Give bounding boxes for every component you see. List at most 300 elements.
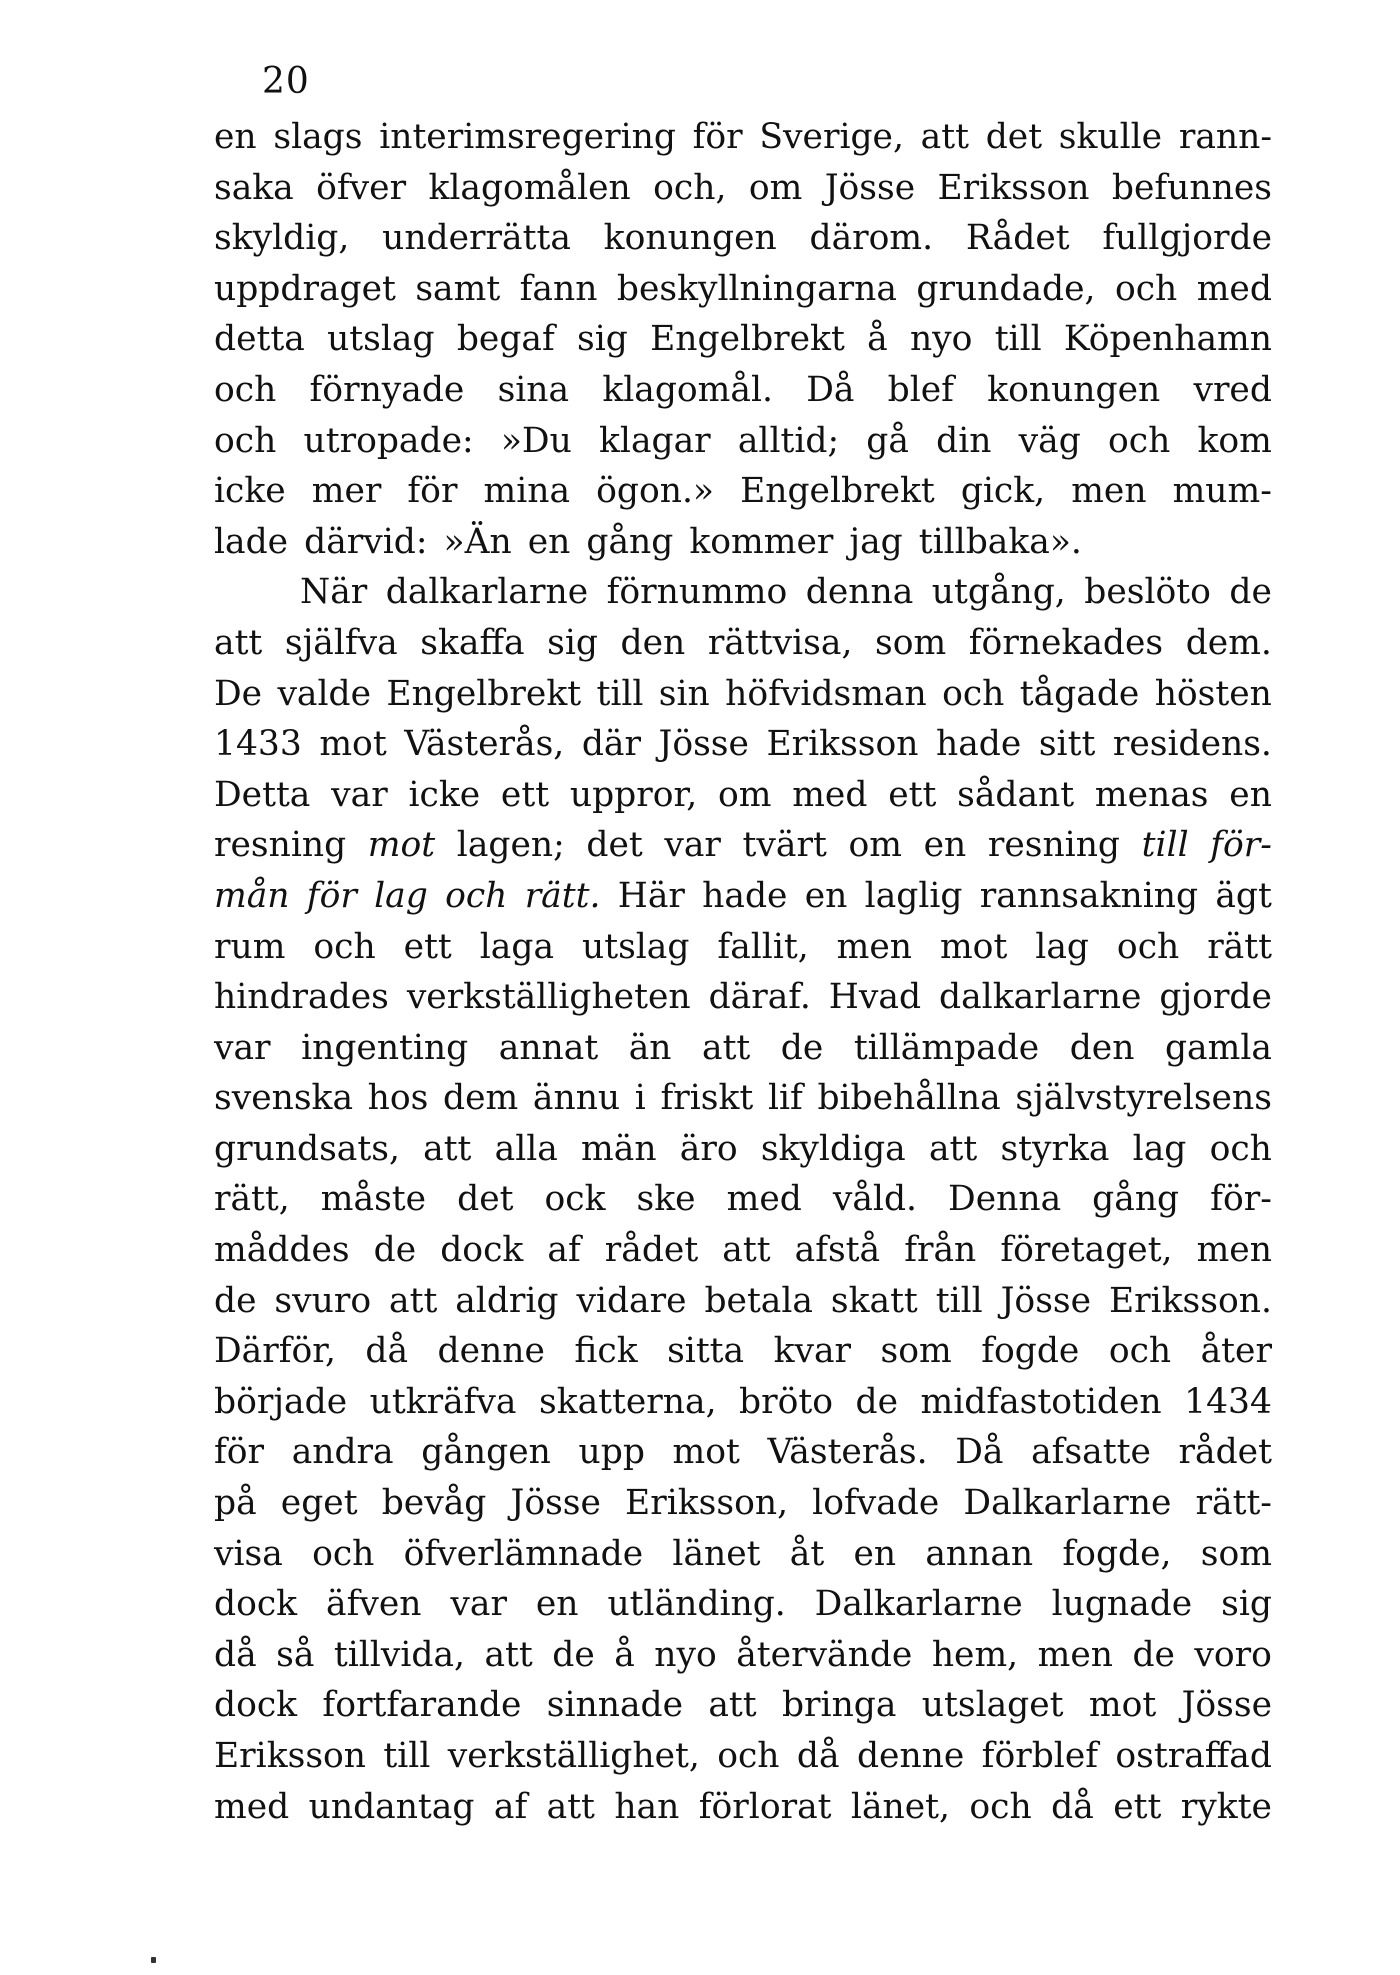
word: han (614, 1786, 680, 1827)
word: alltid; (737, 420, 840, 461)
word: denne (437, 1331, 545, 1372)
word: andra (291, 1432, 394, 1473)
word: att (708, 1685, 757, 1726)
word: att (214, 622, 263, 663)
word: ett (500, 774, 550, 815)
word: om (717, 774, 772, 815)
word: konungen (603, 218, 777, 259)
word: mot (319, 724, 387, 765)
word: en (923, 825, 967, 866)
word: de (552, 1634, 595, 1675)
word: med (792, 774, 868, 815)
word: att (546, 1786, 595, 1827)
word: för (306, 875, 357, 916)
word: resning (214, 825, 347, 866)
text-line (214, 1731, 1272, 1782)
word: Eriksson (214, 1736, 367, 1776)
word: och (1116, 926, 1180, 967)
word: samt (415, 268, 501, 309)
word: började (214, 1381, 348, 1422)
word: då (365, 1331, 409, 1372)
word: och (942, 673, 1005, 714)
word: rätt. (524, 875, 601, 916)
word: men (1196, 1230, 1272, 1271)
text-line (214, 466, 1272, 517)
word: därom. (809, 218, 934, 259)
word: rätt- (1195, 1483, 1272, 1524)
word: en (853, 1533, 897, 1574)
word: att (423, 1128, 472, 1169)
word: dock (214, 1584, 298, 1625)
word: de (373, 1230, 417, 1271)
word: fogde (981, 1331, 1080, 1372)
word: mot (367, 825, 436, 866)
word: Eriksson (766, 724, 919, 765)
word: att (702, 1027, 751, 1068)
word: återvände (736, 1634, 913, 1675)
word: mum- (1172, 471, 1272, 512)
word: om (848, 825, 902, 866)
word: verkställighet, (447, 1736, 700, 1776)
word: af (493, 1786, 528, 1827)
word: dem (443, 1078, 519, 1119)
word: Detta (214, 774, 311, 815)
word: öfver (316, 167, 407, 208)
word: sitt (1038, 724, 1096, 765)
word: icke (408, 774, 481, 815)
word: tillämpade (853, 1027, 1040, 1068)
text-line (214, 1529, 1272, 1580)
word: styrka (1000, 1128, 1110, 1169)
word: fortfarande (322, 1685, 522, 1726)
word: laglig (864, 875, 963, 916)
word: det (586, 825, 643, 866)
word: som (875, 622, 947, 663)
word: svenska (214, 1078, 354, 1119)
word: till (383, 1736, 431, 1776)
word: självstyrelsens (1015, 1078, 1272, 1119)
word: Jösse (510, 1483, 601, 1524)
word: hade (702, 875, 788, 916)
text-line (214, 820, 1272, 871)
word: män (581, 1128, 657, 1169)
word: lag (1132, 1128, 1187, 1169)
text-line (214, 1579, 1272, 1630)
text-line (214, 770, 1272, 821)
text-line (214, 922, 1272, 973)
word: och (1108, 420, 1171, 461)
word: våld. (832, 1179, 918, 1220)
word: Eriksson (937, 167, 1090, 208)
word: nyo (909, 319, 973, 360)
word: då (796, 1736, 840, 1776)
word: så (276, 1634, 315, 1675)
word: och (1114, 268, 1178, 309)
word: sig (547, 622, 598, 663)
text-line (214, 719, 1272, 770)
word: där (581, 724, 641, 765)
word: som (880, 1331, 952, 1372)
word: äfven (326, 1584, 422, 1625)
word: och (214, 420, 277, 461)
word: men (1037, 1634, 1113, 1675)
word: rykte (1180, 1786, 1272, 1827)
word: Jösse (658, 724, 749, 765)
word: sina (497, 369, 570, 410)
word: Eriksson. (1108, 1280, 1272, 1321)
word: om (748, 167, 803, 208)
word: utropade: (303, 420, 474, 461)
word: gjorde (1159, 977, 1272, 1018)
word: ett (403, 926, 452, 967)
word: betala (704, 1280, 813, 1321)
word: icke (214, 471, 286, 512)
word: de (214, 1280, 257, 1321)
word: denne (856, 1736, 965, 1776)
word: Dalkarlarne (814, 1584, 1023, 1625)
word: hade (936, 724, 1022, 765)
print-speck (151, 1957, 156, 1963)
word: Hvad (828, 977, 922, 1018)
text-line (214, 1124, 1272, 1175)
word: mån (214, 875, 290, 916)
word: beskyllningarna (616, 268, 897, 309)
word: men (1071, 471, 1147, 512)
word: måddes (214, 1230, 350, 1271)
word: underrätta (382, 218, 571, 259)
text-line (214, 1377, 1272, 1428)
word: till (935, 1280, 983, 1321)
word: dem. (1185, 622, 1272, 663)
word: resning (987, 825, 1121, 866)
word: Rådet (965, 218, 1070, 259)
word: »Än (443, 521, 512, 562)
word: interimsregering (379, 117, 676, 157)
text-line (214, 314, 1272, 365)
word: länet, (850, 1786, 950, 1827)
word: förnummo (606, 572, 788, 613)
word: fann (519, 268, 598, 309)
word: sin (658, 673, 710, 714)
word: då (214, 1634, 257, 1675)
word: förnekades (968, 622, 1164, 663)
word: skatterna, (538, 1381, 717, 1422)
word: dalkarlarne (939, 977, 1142, 1018)
word: grundade, (916, 268, 1096, 309)
word: att (928, 1128, 978, 1169)
word: Västerås, (404, 724, 565, 765)
word: gå (866, 420, 909, 461)
word: förnyade (309, 369, 465, 410)
word: till (1141, 825, 1189, 866)
word: att (722, 1230, 771, 1271)
word: öfverlämnade (403, 1533, 644, 1574)
word: de (1229, 572, 1272, 613)
word: fogde, (1062, 1533, 1172, 1574)
word: bröto (739, 1381, 834, 1422)
word: mot (1088, 1685, 1157, 1726)
word: och (717, 1736, 780, 1776)
word: klagar (599, 420, 711, 461)
word: därvid: (304, 521, 428, 562)
word: hindrades (214, 977, 389, 1018)
word: Eriksson, (625, 1483, 789, 1524)
text-line (214, 213, 1272, 264)
word: mot (672, 1432, 740, 1473)
word: sitta (667, 1331, 745, 1372)
word: för (692, 117, 743, 157)
word: ske (636, 1179, 696, 1220)
text-line (214, 1276, 1272, 1327)
word: uppdraget (214, 268, 396, 309)
word: eget (280, 1483, 358, 1524)
text-line (214, 416, 1272, 467)
word: utländing. (607, 1584, 786, 1625)
word: gång (1092, 1179, 1180, 1220)
word: hösten (1154, 673, 1272, 714)
word: lade (214, 521, 289, 562)
word: en (1229, 774, 1272, 815)
word: laga (479, 926, 555, 967)
word: af (547, 1230, 581, 1271)
word: bibehållna (817, 1078, 1001, 1119)
text-line (214, 567, 1272, 618)
word: klagomålen (428, 167, 631, 208)
word: fullgjorde (1102, 218, 1272, 259)
word: länet (672, 1533, 761, 1574)
word: utkräfva (369, 1381, 517, 1422)
word: denna (805, 572, 914, 613)
word: för (214, 1432, 265, 1473)
word: de (1132, 1634, 1175, 1675)
word: annat (498, 1027, 599, 1068)
word: lagen; (456, 825, 565, 866)
word: midfastotiden (920, 1381, 1162, 1422)
word: gick, (960, 471, 1046, 512)
word: till (994, 319, 1042, 360)
word: Jösse (1000, 1280, 1092, 1321)
word: skyldiga (760, 1128, 906, 1169)
word: för (407, 471, 458, 512)
word: rum (214, 926, 286, 967)
word: Jösse (1181, 1685, 1272, 1726)
word: mina (483, 471, 571, 512)
word: och (313, 926, 376, 967)
word: nyo (654, 1634, 717, 1675)
word: Engelbrekt (650, 319, 845, 360)
word: klagomål. (602, 369, 773, 410)
word: åter (1200, 1331, 1272, 1372)
word: var (450, 1584, 507, 1625)
word: mot (939, 926, 1008, 967)
word: vidare (576, 1280, 687, 1321)
word: den (620, 622, 686, 663)
text-line (214, 517, 1272, 568)
word: för- (1210, 825, 1272, 866)
word: hos (367, 1078, 429, 1119)
word: och (969, 1786, 1032, 1827)
word: utslag (581, 926, 690, 967)
word: hem, (931, 1634, 1019, 1675)
word: upp (578, 1432, 645, 1473)
word: Köpenhamn (1063, 319, 1272, 360)
word: å (614, 1634, 635, 1675)
word: än (628, 1027, 672, 1068)
word: bevåg (381, 1483, 487, 1524)
word: sig (577, 319, 628, 360)
word: aldrig (455, 1280, 559, 1321)
word: uppror, (569, 774, 698, 815)
word: en (214, 117, 257, 157)
word: på (214, 1483, 257, 1524)
text-line (214, 618, 1272, 669)
word: annan (925, 1533, 1034, 1574)
word: saka (214, 167, 294, 208)
text-line (214, 1326, 1272, 1377)
word: När (300, 572, 368, 613)
word: lugnade (1051, 1584, 1193, 1625)
word: utslag (327, 319, 435, 360)
word: och, (653, 167, 727, 208)
word: ännu (532, 1078, 621, 1119)
word: Dalkarlarne (963, 1483, 1172, 1524)
word: tvärt (742, 825, 827, 866)
word: att (484, 1634, 533, 1675)
word: rättvisa, (707, 622, 853, 663)
word: höfvidsman (725, 673, 927, 714)
word: valde (277, 673, 372, 714)
word: 1433 (214, 724, 302, 765)
word: och (214, 369, 277, 410)
word: ingenting (301, 1027, 469, 1068)
text-line (214, 1630, 1272, 1681)
word: och (312, 1533, 375, 1574)
word: en (804, 875, 848, 916)
word: rådet (1178, 1432, 1272, 1473)
word: fick (574, 1331, 638, 1372)
word: själfva (284, 622, 398, 663)
word: till (596, 673, 644, 714)
word: det (985, 117, 1043, 157)
word: från (904, 1230, 977, 1271)
text-line (214, 365, 1272, 416)
word: å (867, 319, 888, 360)
word: skaffa (420, 622, 525, 663)
word: med (726, 1179, 802, 1220)
word: kommer (689, 521, 834, 562)
word: förlorat (698, 1786, 832, 1827)
word: en (535, 1584, 579, 1625)
word: var (331, 774, 388, 815)
word: de (780, 1027, 824, 1068)
word: och (1209, 1128, 1272, 1169)
word: blef (887, 369, 954, 410)
text-line (214, 1174, 1272, 1225)
word: och (445, 875, 508, 916)
word: sig (1221, 1584, 1272, 1625)
word: förblef (981, 1736, 1099, 1776)
word: gången (421, 1432, 551, 1473)
word: kvar (773, 1331, 852, 1372)
word: tillvida, (333, 1634, 465, 1675)
word: ett (888, 774, 937, 815)
word: vred (1193, 369, 1272, 410)
word: däraf. (708, 977, 811, 1018)
word: Då (955, 1432, 1004, 1473)
word: måste (320, 1179, 427, 1220)
text-line (214, 871, 1272, 922)
word: gamla (1164, 1027, 1272, 1068)
word: och (1108, 1331, 1172, 1372)
word: det (457, 1179, 514, 1220)
word: för- (1210, 1179, 1272, 1220)
text-line (214, 972, 1272, 1023)
word: sådant (957, 774, 1075, 815)
text-line (214, 1478, 1272, 1529)
word: friskt (660, 1078, 754, 1119)
word: utslaget (921, 1685, 1064, 1726)
word: Denna (948, 1179, 1062, 1220)
word: med (214, 1786, 290, 1827)
word: ock (544, 1179, 606, 1220)
word: ett (1113, 1786, 1162, 1827)
word: ögon.» (596, 471, 715, 512)
word: rätt, (214, 1179, 290, 1220)
word: i (634, 1078, 646, 1119)
word: företaget, (1000, 1230, 1173, 1271)
word: rannsakning (979, 875, 1199, 916)
word: Engelbrekt (740, 471, 935, 512)
word: Engelbrekt (386, 673, 582, 714)
word: rätt (1207, 926, 1272, 967)
word: lofvade (812, 1483, 940, 1524)
word: var (664, 825, 721, 866)
word: konungen (987, 369, 1161, 410)
word: afstå (794, 1230, 881, 1271)
word: Jösse (824, 167, 916, 208)
word: fallit, (717, 926, 809, 967)
text-line (214, 264, 1272, 315)
word: äro (679, 1128, 738, 1169)
word: mer (311, 471, 382, 512)
word: detta (214, 319, 305, 360)
word: 1434 (1184, 1381, 1272, 1422)
word: bringa (781, 1685, 897, 1726)
word: verkställigheten (406, 977, 691, 1018)
word: alla (494, 1128, 558, 1169)
text-line (214, 1782, 1272, 1833)
text-line (214, 1680, 1272, 1731)
word: gång (586, 521, 674, 562)
word: grundsats, (214, 1128, 400, 1169)
word: de (855, 1381, 899, 1422)
word: med (1196, 268, 1272, 309)
word: Sverige, (759, 117, 904, 157)
word: afsatte (1031, 1432, 1151, 1473)
word: Här (617, 875, 685, 916)
word: sinnade (546, 1685, 684, 1726)
word: Västerås. (767, 1432, 928, 1473)
word: men (836, 926, 913, 967)
word: då (1051, 1786, 1094, 1827)
word: lif (767, 1078, 803, 1119)
word: lag (374, 875, 428, 916)
word: slags (273, 117, 363, 157)
word: residens. (1112, 724, 1272, 765)
word: din (936, 420, 992, 461)
word: skulle (1058, 117, 1163, 157)
word: »Du (500, 420, 572, 461)
